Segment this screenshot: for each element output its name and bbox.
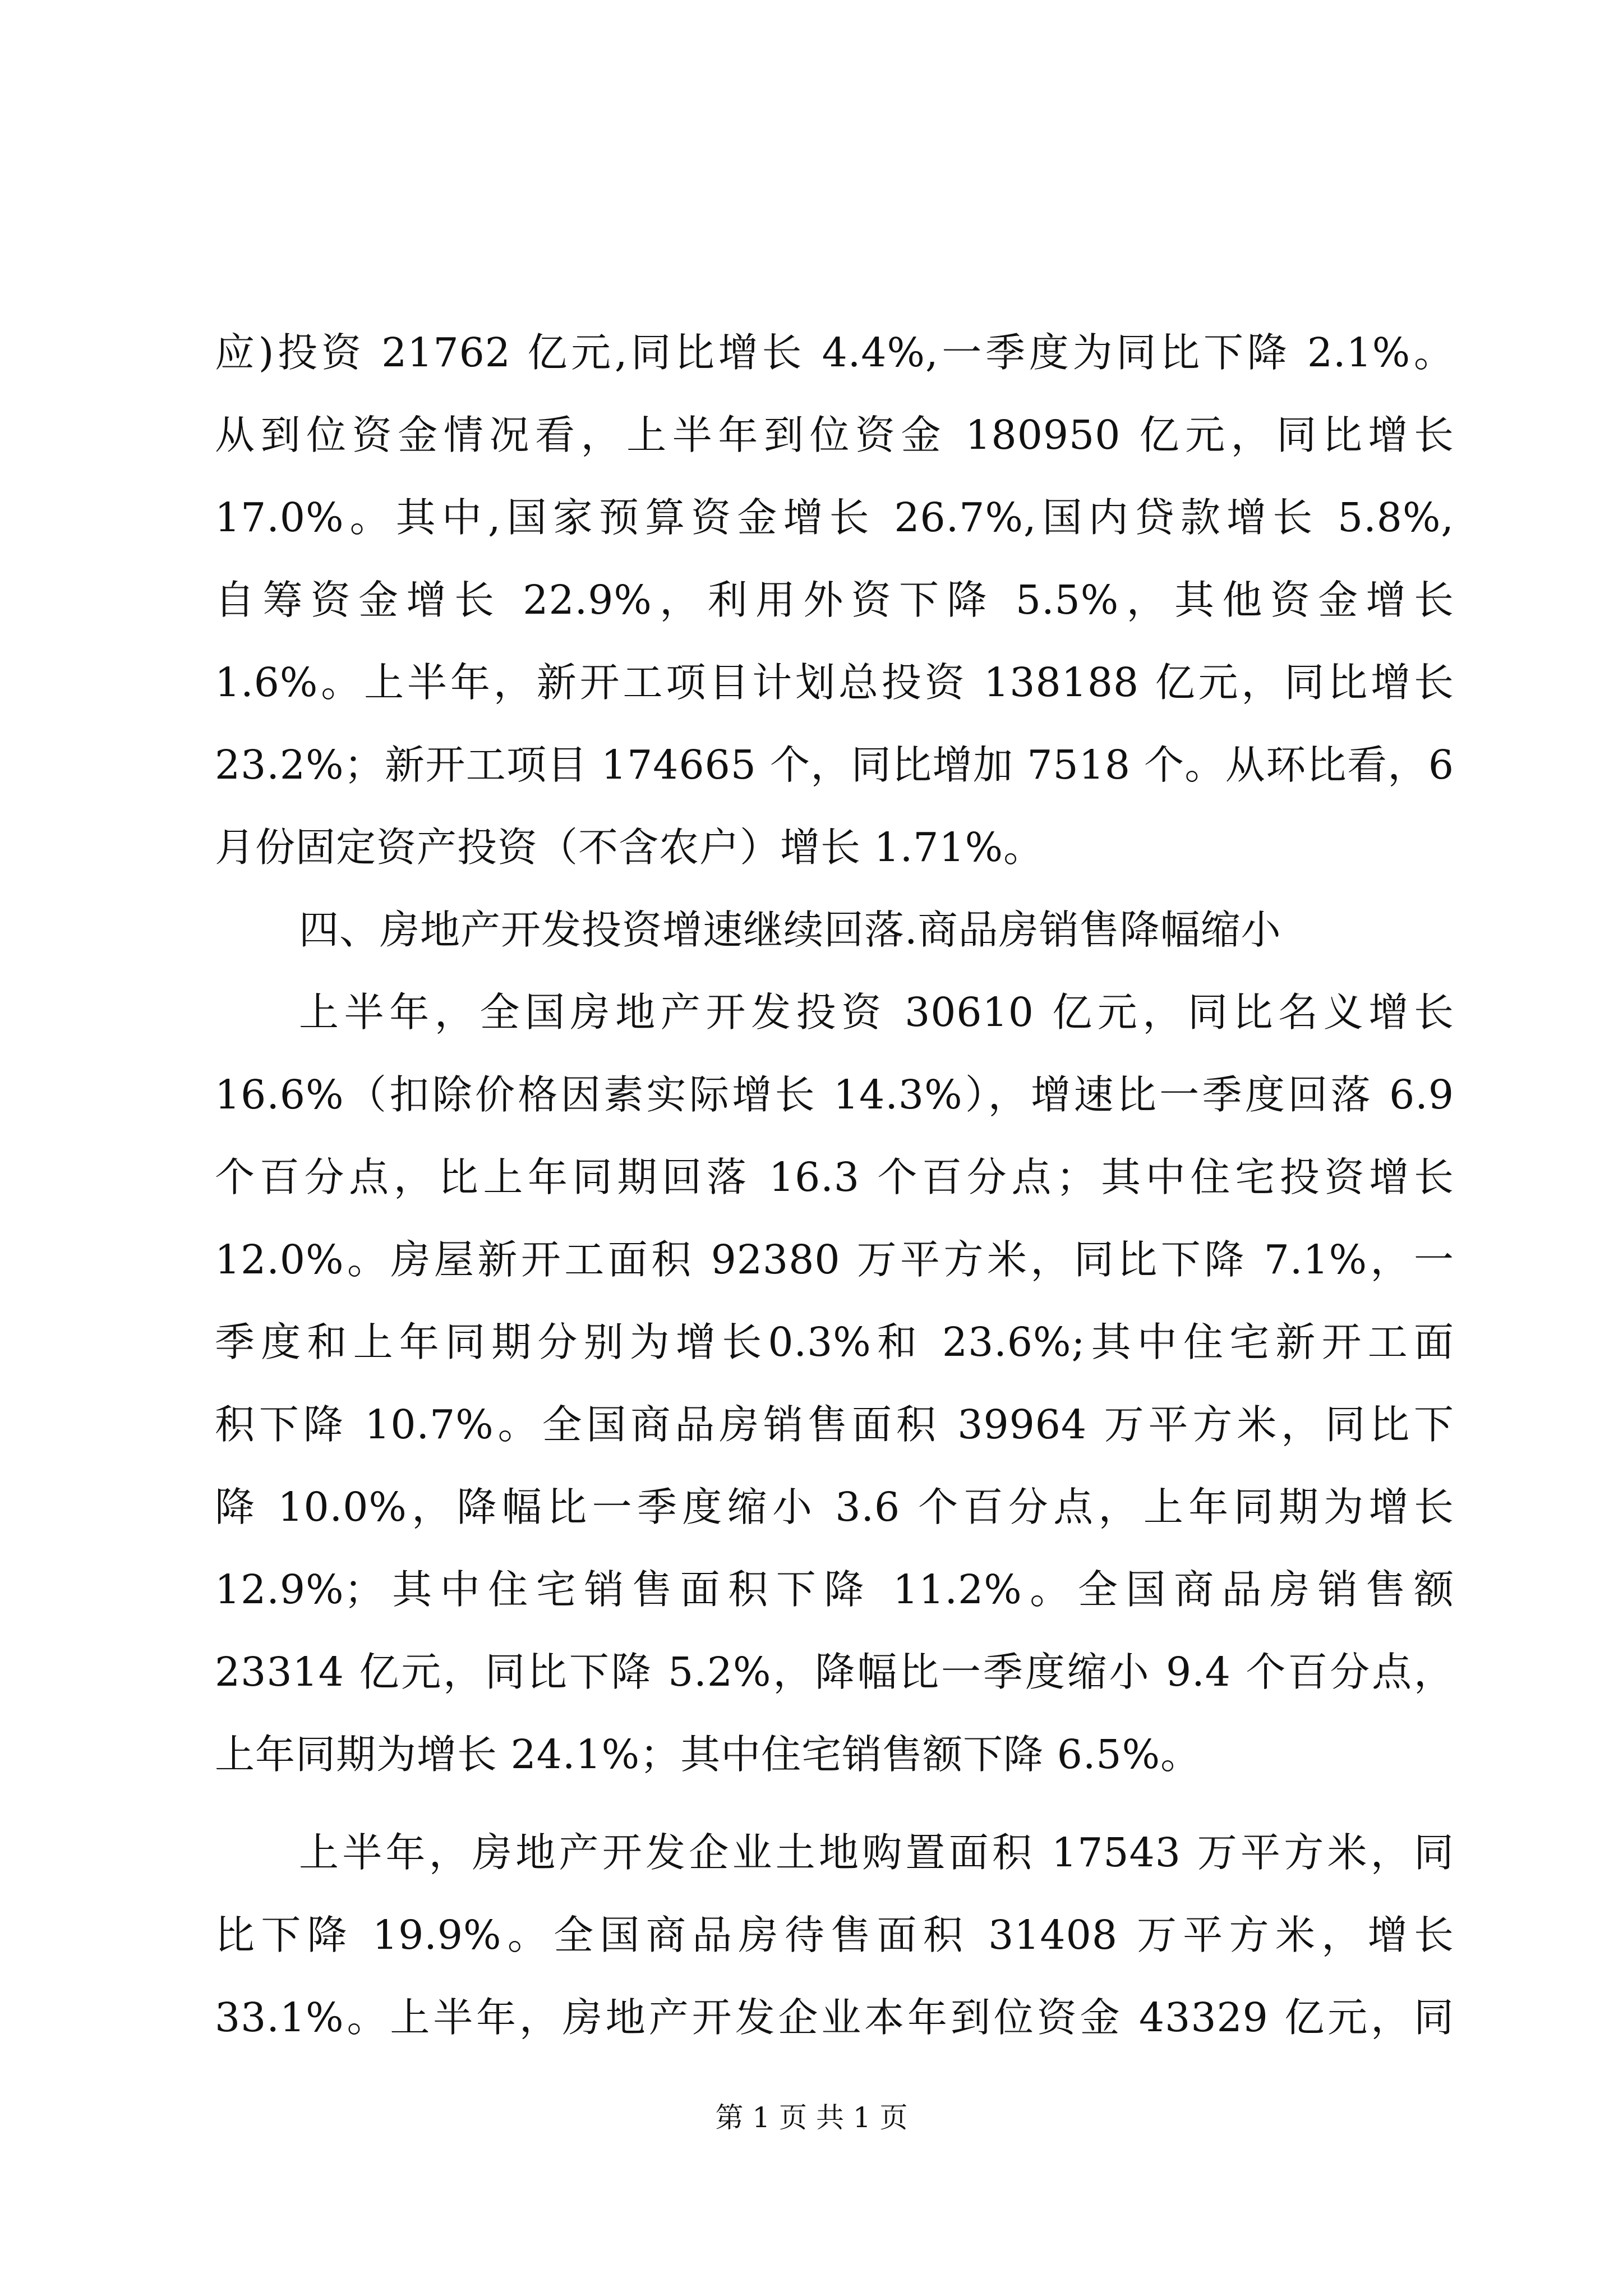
paragraph-gap [215,1796,1454,1811]
text-line: 个百分点，比上年同期回落 16.3 个百分点；其中住宅投资增长 [215,1154,1454,1200]
text-line: 季度和上年同期分别为增长0.3%和 23.6%;其中住宅新开工面 [215,1319,1454,1365]
text-line: 上半年，全国房地产开发投资 30610 亿元，同比名义增长 [299,989,1454,1036]
text-line: 比下降 19.9%。全国商品房待售面积 31408 万平方米，增长 [215,1912,1454,1958]
text-line: 月份固定资产投资（不含农户）增长 1.71%。 [215,824,1044,871]
body-text [215,311,1454,2059]
text-line: 12.0%。房屋新开工面积 92380 万平方米，同比下降 7.1%，一 [215,1236,1454,1283]
text-line: 降 10.0%，降幅比一季度缩小 3.6 个百分点，上年同期为增长 [215,1484,1454,1530]
text-line: 23314 亿元，同比下降 5.2%，降幅比一季度缩小 9.4 个百分点， [215,1649,1454,1695]
text-line: 应)投资 21762 亿元,同比增长 4.4%,一季度为同比下降 2.1%。 [215,329,1454,376]
text-line: 23.2%；新开工项目 174665 个，同比增加 7518 个。从环比看，6 [215,742,1454,788]
text-line: 33.1%。上半年，房地产开发企业本年到位资金 43329 亿元，同 [215,1994,1454,2041]
text-line: 自筹资金增长 22.9%，利用外资下降 5.5%，其他资金增长 [215,577,1454,623]
text-line: 上年同期为增长 24.1%；其中住宅销售额下降 6.5%。 [215,1731,1201,1778]
text-line: 上半年，房地产开发企业土地购置面积 17543 万平方米，同 [299,1829,1454,1876]
text-line: 16.6%（扣除价格因素实际增长 14.3%），增速比一季度回落 6.9 [215,1071,1454,1118]
page-footer: 第 1 页 共 1 页 [715,2101,908,2134]
text-line: 积下降 10.7%。全国商品房销售面积 39964 万平方米，同比下 [215,1401,1454,1448]
text-line: 1.6%。上半年，新开工项目计划总投资 138188 亿元，同比增长 [215,659,1454,706]
text-line: 17.0%。其中,国家预算资金增长 26.7%,国内贷款增长 5.8%, [215,494,1454,541]
text-line: 12.9%；其中住宅销售面积下降 11.2%。全国商品房销售额 [215,1566,1454,1613]
section-heading: 四、房地产开发投资增速继续回落.商品房销售降幅缩小 [299,907,1281,953]
text-line: 从到位资金情况看，上半年到位资金 180950 亿元，同比增长 [215,412,1454,458]
